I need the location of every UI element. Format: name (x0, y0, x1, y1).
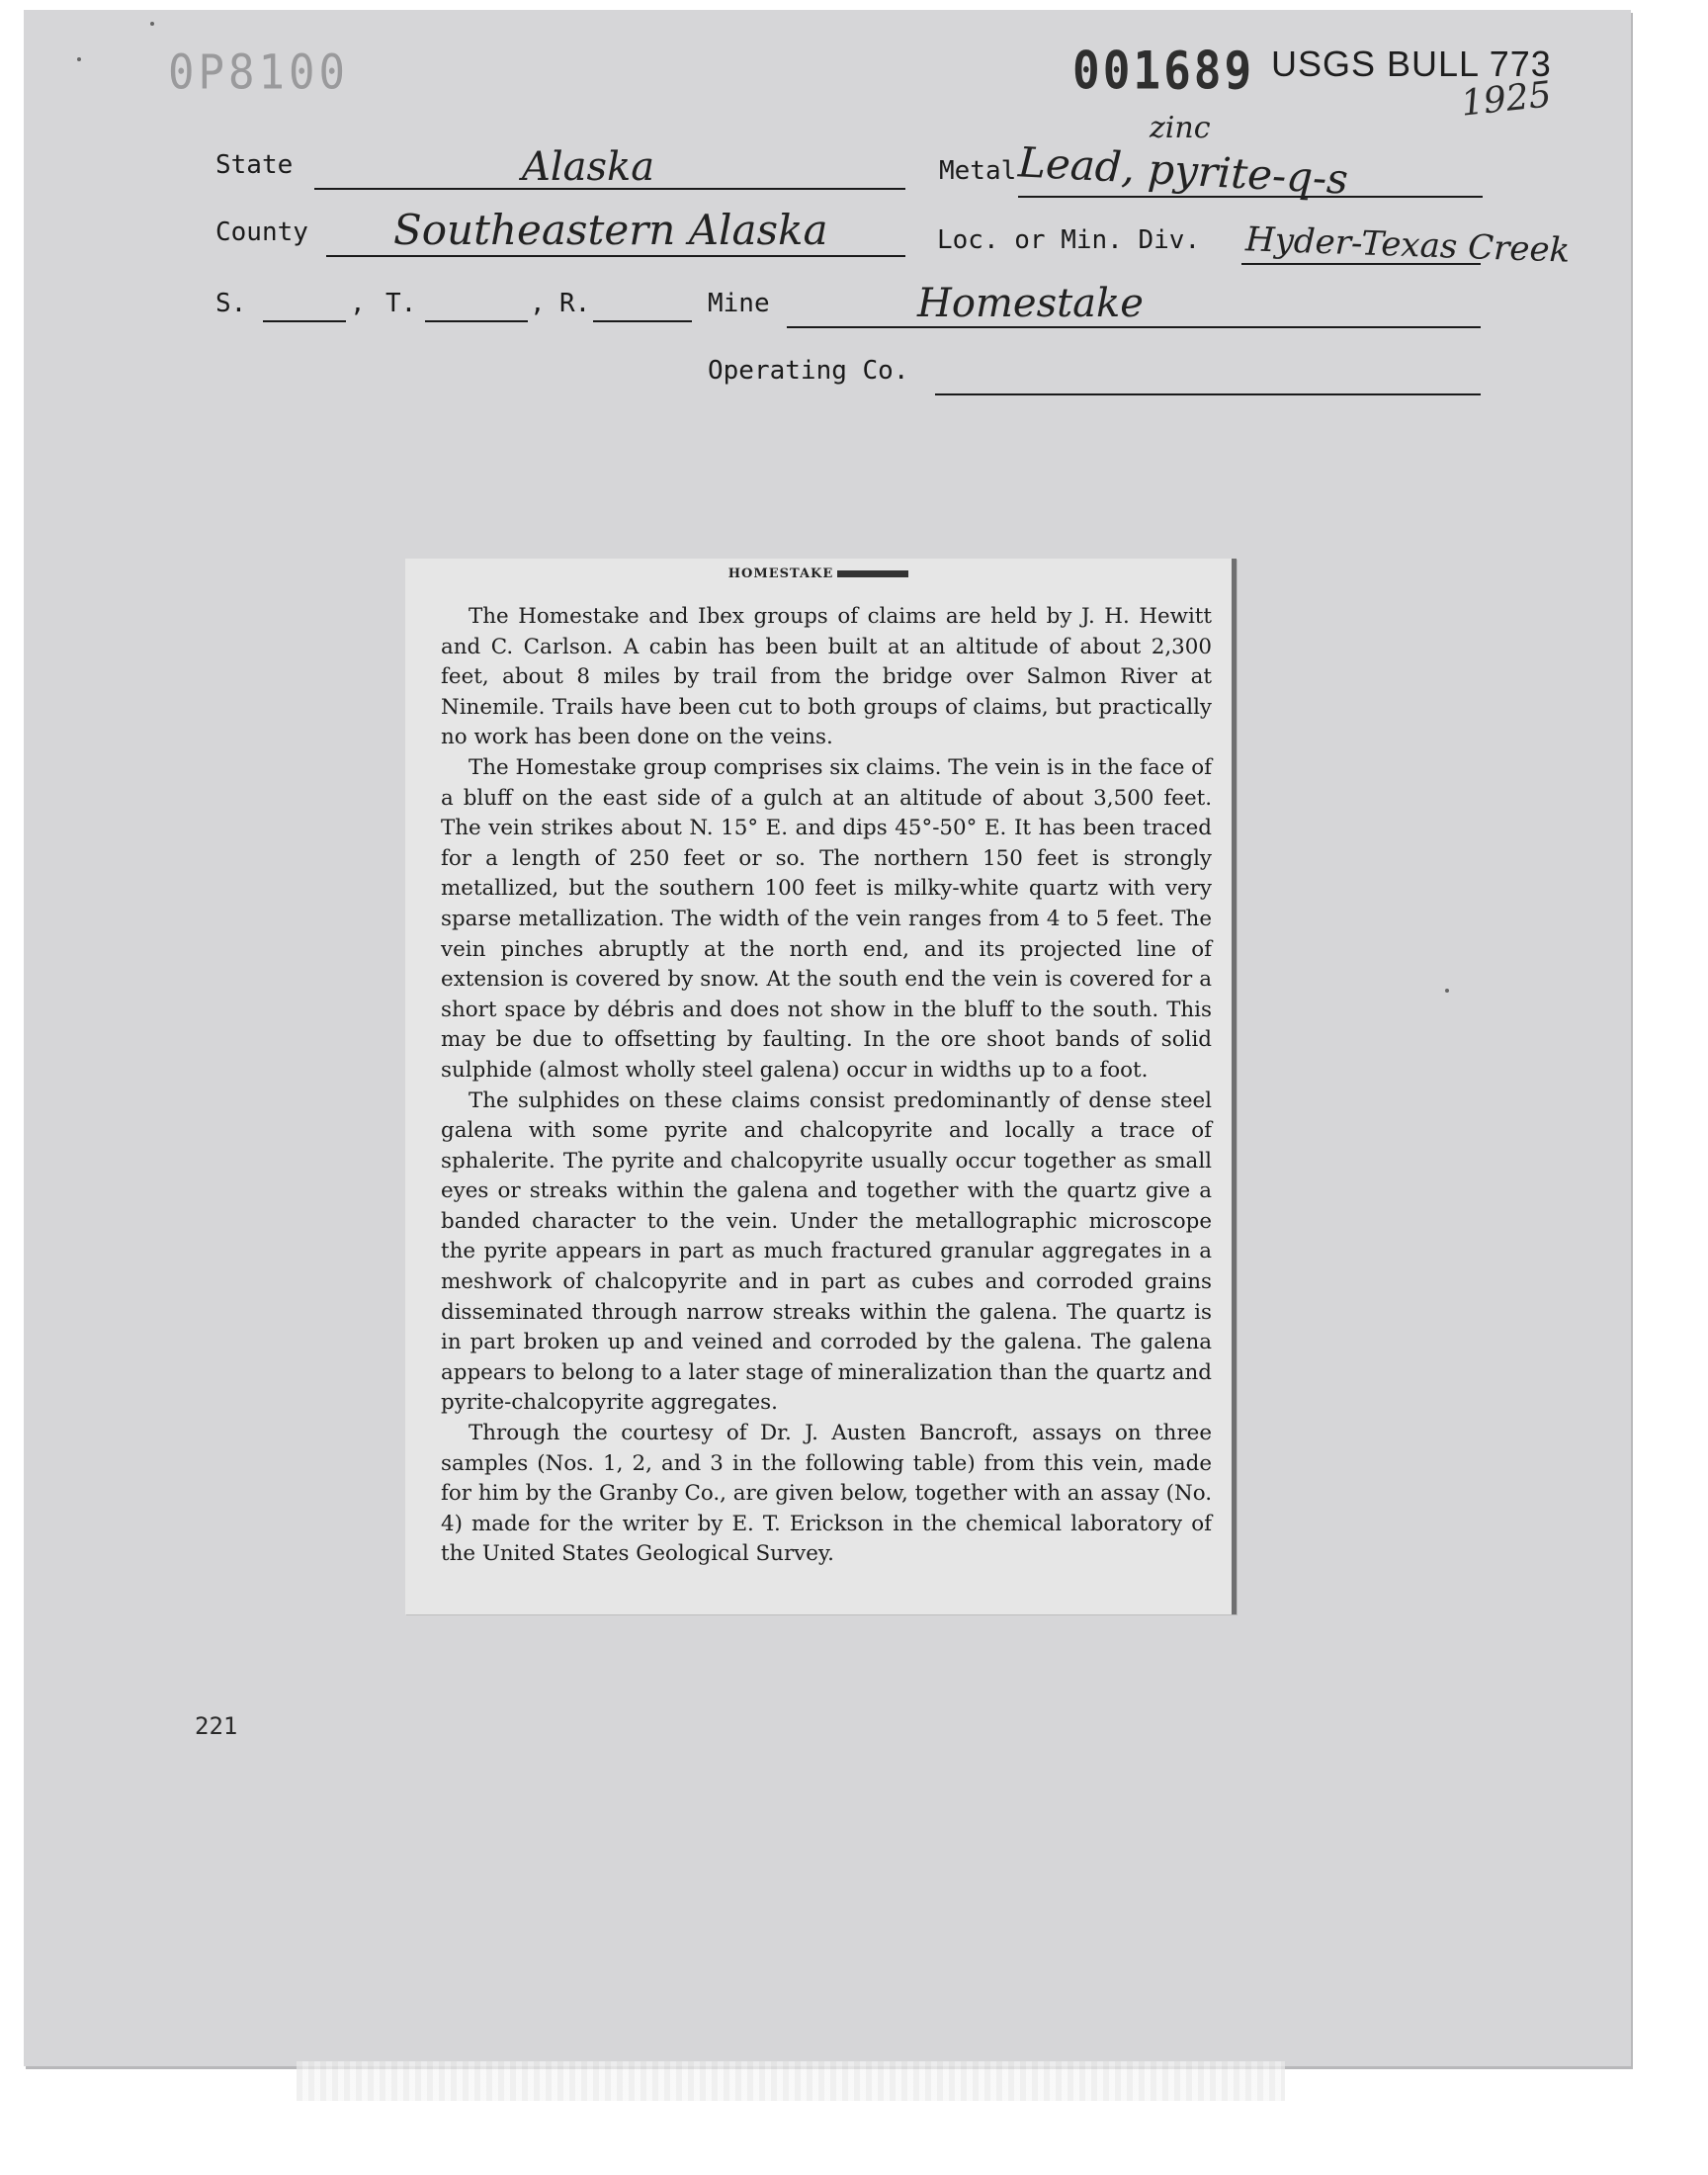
page-number: 221 (195, 1712, 238, 1740)
state-value: Alaska (522, 144, 655, 190)
speck (150, 22, 154, 26)
county-underline (326, 255, 905, 257)
location-label: Loc. or Min. Div. (937, 225, 1201, 255)
series-reference: USGS BULL 773 (1271, 44, 1552, 84)
speck (77, 57, 81, 61)
clipping-body (441, 602, 1212, 1570)
location-value: Hyder-Texas Creek (1244, 219, 1571, 271)
clipping-heading-text: HOMESTAKE (727, 566, 834, 581)
state-label: State (215, 150, 294, 180)
operating-company-underline (935, 393, 1481, 395)
pasted-clipping (405, 559, 1237, 1614)
handwritten-year: 1925 (1459, 74, 1554, 125)
range-underline (593, 320, 692, 322)
metal-annotation: zinc (1150, 111, 1211, 145)
paragraph-sulphides: The sulphides on these claims consist predominantly of dense steel galena with some pyrite and chalcopyrite and locally a trace of sphalerite. The pyrite and chalcopyrite usually occur together as small eyes or streaks within the galena and together with the quartz give a banded character to the vein. Under the metallographic microscope the pyrite appears in part as much fractured granular aggregates in a meshwork of chalcopyrite and in part as cubes and corroded grains disseminated through narrow streaks within the galena. The quartz is in part broken up and veined and corroded by the galena. The galena appears to belong to a later stage of mineralization than the quartz and pyrite-chalcopyrite aggregates. (441, 1088, 1212, 1416)
catalog-number: 001689 (1072, 39, 1255, 102)
paragraph-claims: The Homestake and Ibex groups of claims are held by J. H. Hewitt and C. Carlson. A cabin has been built at an altitude of about 2,300 feet, about 8 miles by trail from the bridge over Salmon River at Ninemile. Trails have been cut to both groups of claims, but practically no work has been done on the veins. (441, 604, 1212, 750)
mine-value: Homestake (917, 281, 1144, 326)
township-underline (425, 320, 528, 322)
paragraph-vein: The Homestake group comprises six claims. The vein is in the face of a bluff on the east side of a gulch at an altitude of about 3,500 feet. The vein strikes about N. 15° E. and dips 45°-50° E. It has been traced for a length of 250 feet or so. The northern 150 feet is strongly metallized, but the southern 100 feet is milky-white quartz with very sparse metallization. The width of the vein ranges from 4 to 5 feet. The vein pinches abruptly at the north end, and its projected line of extension is covered by snow. At the south end the vein is covered for a short space by débris and does not show in the bluff to the south. This may be due to offsetting by faulting. In the ore shoot bands of solid sulphide (almost wholly steel galena) occur in widths up to a foot. (441, 754, 1212, 1083)
section-comma: , (350, 289, 366, 318)
mine-label: Mine (708, 289, 770, 318)
paragraph-assays: Through the courtesy of Dr. J. Austen Bancroft, assays on three samples (Nos. 1, 2, and 3 in the following table) from this vein, made for him by the Granby Co., are given below, together with an assay (No. 4) made for the writer by E. T. Erickson in the chemical laboratory of the United States Geological Survey. (441, 1421, 1212, 1567)
range-label: R. (559, 289, 591, 318)
scan-artifact (297, 2061, 1285, 2101)
mine-underline (787, 326, 1481, 328)
county-label: County (215, 218, 308, 247)
struck-out-word (837, 570, 908, 577)
township-comma: , (530, 289, 546, 318)
metal-label: Metal (939, 156, 1017, 186)
section-label: S. (215, 289, 247, 318)
section-underline (263, 320, 346, 322)
county-value: Southeastern Alaska (393, 206, 828, 254)
clipping-heading (405, 566, 1232, 581)
faded-stamp-number: 0P8100 (168, 44, 349, 101)
township-label: T. (385, 289, 417, 318)
speck (1445, 989, 1449, 993)
operating-company-label: Operating Co. (708, 356, 909, 386)
metal-value: Lead, pyrite-q-s (1016, 137, 1350, 204)
